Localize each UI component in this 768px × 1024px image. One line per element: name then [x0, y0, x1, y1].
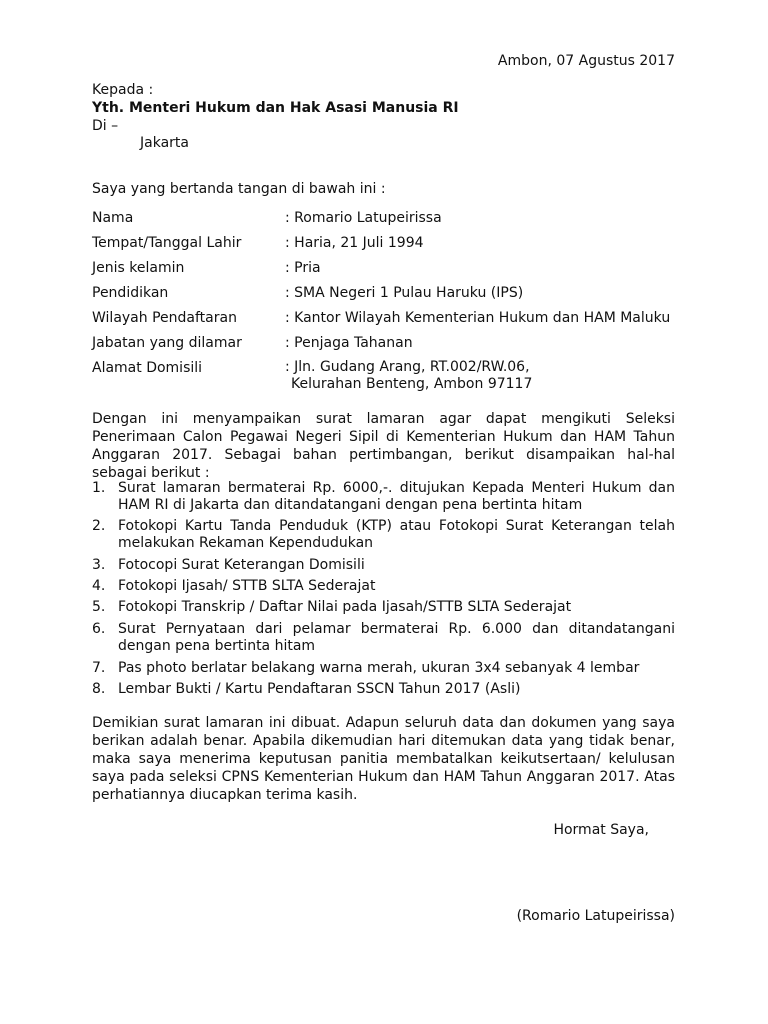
list-item-number: 6.: [92, 621, 106, 637]
list-item-text: Lembar Bukti / Kartu Pendaftaran SSCN Tahun 2017 (Asli): [118, 681, 521, 697]
list-item-number: 7.: [92, 660, 106, 676]
list-item-text: Fotocopi Surat Keterangan Domisili: [118, 557, 365, 573]
closing-salutation: Hormat Saya,: [553, 822, 649, 838]
field-label-gender: Jenis kelamin: [92, 260, 185, 276]
list-item-number: 1.: [92, 480, 106, 496]
list-item-text: Fotokopi Transkrip / Daftar Nilai pada Ijasah/STTB SLTA Sederajat: [118, 599, 572, 615]
list-item-text: Fotokopi Ijasah/ STTB SLTA Sederajat: [118, 578, 376, 594]
field-value-gender: : Pria: [285, 260, 321, 276]
intro-line: Saya yang bertanda tangan di bawah ini :: [92, 181, 386, 197]
letter-date: Ambon, 07 Agustus 2017: [497, 53, 675, 69]
body-paragraph-1: Dengan ini menyampaikan surat lamaran agar dapat mengikuti Seleksi Penerimaan Calon Pegawai Negeri Sipil di Kementerian Hukum dan HAM Tahun Anggaran 2017. Sebagai bahan pertimbangan, berikut disampaikan hal-hal sebagai berikut :: [92, 411, 675, 481]
field-label-jabatan: Jabatan yang dilamar: [92, 335, 242, 351]
list-item-number: 2.: [92, 518, 106, 534]
field-label-alamat: Alamat Domisili: [92, 360, 203, 376]
field-label-pendidikan: Pendidikan: [92, 285, 169, 301]
field-value-alamat: : Jln. Gudang Arang, RT.002/RW.06,: [285, 359, 530, 375]
salutation-label: Kepada :: [92, 82, 154, 98]
field-value-wilayah: : Kantor Wilayah Kementerian Hukum dan HAM Maluku: [285, 310, 671, 326]
list-item-text: Pas photo berlatar belakang warna merah, ukuran 3x4 sebanyak 4 lembar: [118, 660, 640, 676]
list-item: [92, 578, 675, 595]
list-item-text: Surat Pernyataan dari pelamar bermaterai Rp. 6.000 dan ditandatangani dengan pena bertinta hitam: [118, 621, 675, 654]
list-item-text: Surat lamaran bermaterai Rp. 6000,-. ditujukan Kepada Menteri Hukum dan HAM RI di Jakarta dan ditandatangani dengan pena bertinta hitam: [118, 480, 675, 513]
field-value-jabatan: : Penjaga Tahanan: [285, 335, 413, 351]
list-item-text: Fotokopi Kartu Tanda Penduduk (KTP) atau Fotokopi Surat Keterangan telah melakukan Rekaman Kependudukan: [118, 518, 675, 551]
list-item-number: 3.: [92, 557, 106, 573]
list-item-number: 4.: [92, 578, 106, 594]
field-label-nama: Nama: [92, 210, 134, 226]
list-item: [92, 681, 675, 698]
field-value-nama: : Romario Latupeirissa: [285, 210, 442, 226]
list-item: [92, 557, 675, 574]
body-paragraph-2: Demikian surat lamaran ini dibuat. Adapun seluruh data dan dokumen yang saya berikan adalah benar. Apabila dikemudian hari ditemukan data yang tidak benar, maka saya menerima keputusan panitia membatalkan keikutsertaan/ kelulusan saya pada seleksi CPNS Kementerian Hukum dan HAM Tahun Anggaran 2017. Atas perhatiannya diucapkan terima kasih.: [92, 715, 675, 803]
recipient-di: Di –: [92, 118, 119, 134]
list-item-number: 8.: [92, 681, 106, 697]
recipient-city: Jakarta: [140, 135, 189, 151]
field-label-ttl: Tempat/Tanggal Lahir: [92, 235, 242, 251]
list-item: [92, 480, 675, 514]
field-label-wilayah: Wilayah Pendaftaran: [92, 310, 237, 326]
list-item: [92, 621, 675, 655]
field-value-alamat-line2: Kelurahan Benteng, Ambon 97117: [291, 376, 533, 392]
signer-name: (Romario Latupeirissa): [516, 908, 675, 924]
list-item: [92, 599, 675, 616]
list-item: [92, 660, 675, 677]
recipient-name: Yth. Menteri Hukum dan Hak Asasi Manusia RI: [92, 100, 459, 116]
list-item-number: 5.: [92, 599, 106, 615]
field-value-pendidikan: : SMA Negeri 1 Pulau Haruku (IPS): [285, 285, 524, 301]
field-value-ttl: : Haria, 21 Juli 1994: [285, 235, 424, 251]
list-item: [92, 518, 675, 552]
